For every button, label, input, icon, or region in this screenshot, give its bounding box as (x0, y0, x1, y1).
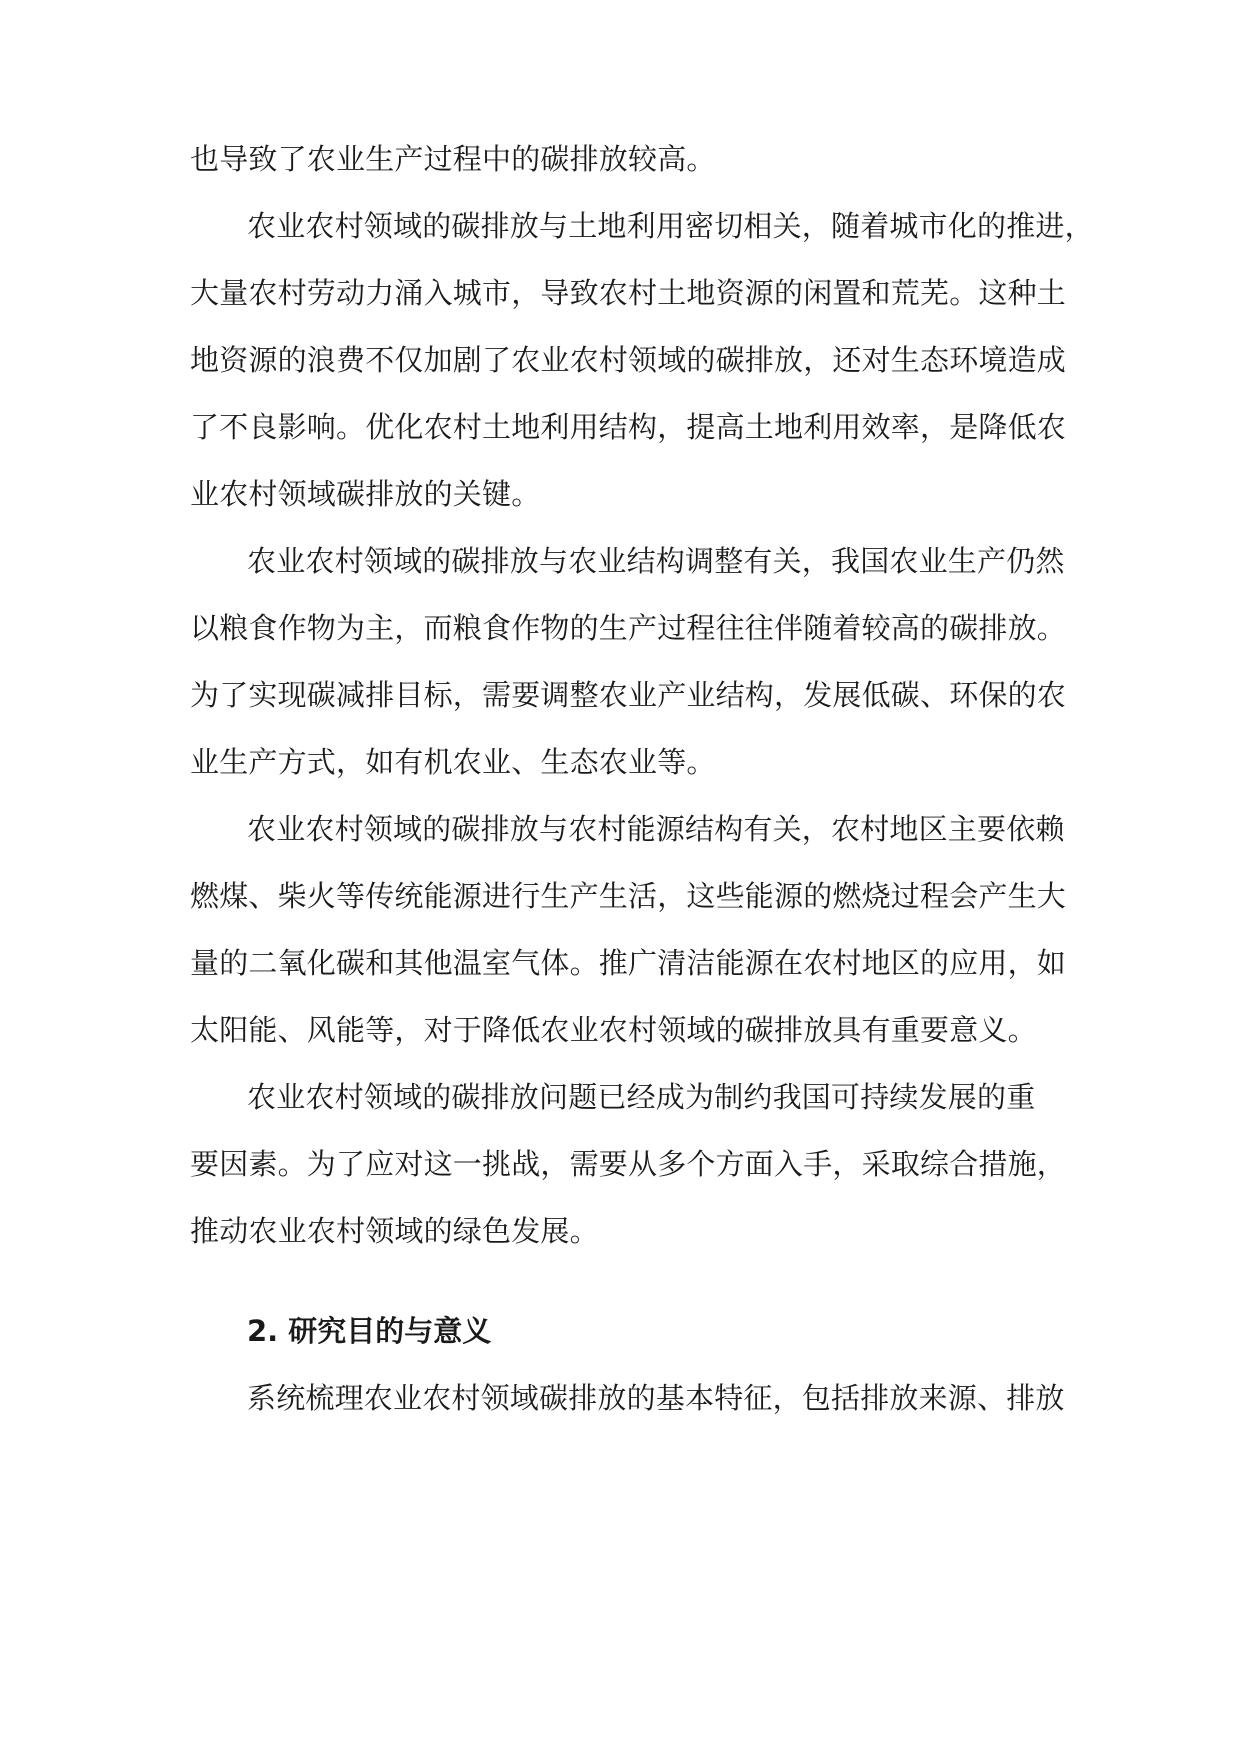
paragraph-line: 推动农业农村领域的绿色发展。 (190, 1214, 599, 1248)
paragraph-line: 了不良影响。优化农村土地利用结构，提高土地利用效率，是降低农 (190, 410, 1067, 444)
paragraph-line: 地资源的浪费不仅加剧了农业农村领域的碳排放，还对生态环境造成 (190, 343, 1067, 377)
paragraph-line: 太阳能、风能等，对于降低农业农村领域的碳排放具有重要意义。 (190, 1013, 1037, 1047)
paragraph-line: 系统梳理农业农村领域碳排放的基本特征，包括排放来源、排放 (247, 1381, 1065, 1415)
paragraph-line: 也导致了农业生产过程中的碳排放较高。 (190, 142, 716, 176)
paragraph-line: 大量农村劳动力涌入城市，导致农村土地资源的闲置和荒芜。这种土 (190, 276, 1067, 310)
paragraph-line: 以粮食作物为主，而粮食作物的生产过程往往伴随着较高的碳排放。 (190, 611, 1067, 645)
paragraph-line: 量的二氧化碳和其他温室气体。推广清洁能源在农村地区的应用，如 (190, 946, 1067, 980)
paragraph-line: 要因素。为了应对这一挑战，需要从多个方面入手，采取综合措施， (190, 1147, 1067, 1181)
paragraph-line: 农业农村领域的碳排放与农村能源结构有关，农村地区主要依赖 (247, 812, 1065, 846)
paragraph-line: 农业农村领域的碳排放与土地利用密切相关，随着城市化的推进， (247, 209, 1094, 243)
paragraph-line: 业生产方式，如有机农业、生态农业等。 (190, 745, 716, 779)
paragraph-line: 为了实现碳减排目标，需要调整农业产业结构，发展低碳、环保的农 (190, 678, 1067, 712)
paragraph-line: 业农村领域碳排放的关键。 (190, 477, 541, 511)
section-heading: 2. 研究目的与意义 (247, 1314, 492, 1348)
paragraph-line: 农业农村领域的碳排放与农业结构调整有关，我国农业生产仍然 (247, 544, 1065, 578)
paragraph-line: 农业农村领域的碳排放问题已经成为制约我国可持续发展的重 (247, 1080, 1036, 1114)
paragraph-line: 燃煤、柴火等传统能源进行生产生活，这些能源的燃烧过程会产生大 (190, 879, 1067, 913)
